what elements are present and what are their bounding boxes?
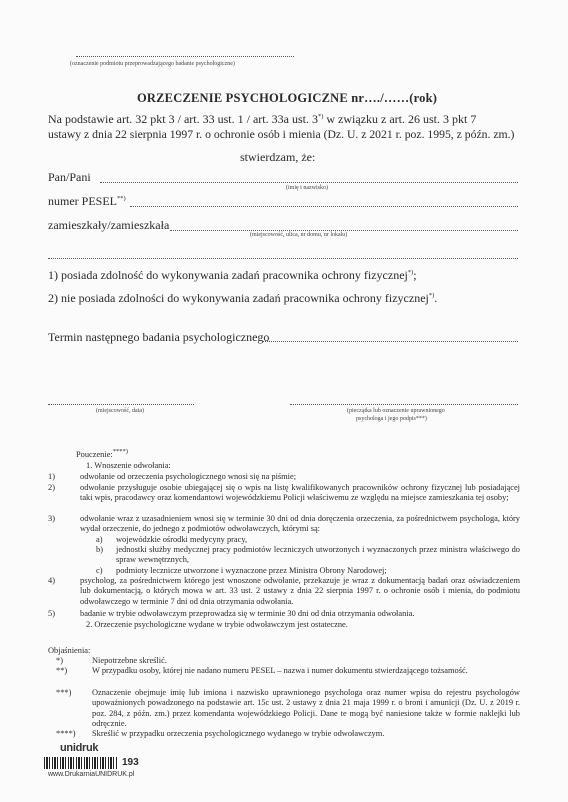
item-3a-marker: a): [96, 535, 103, 544]
address-hint: (miejscowość, ulica, nr domu, nr lokalu): [250, 232, 348, 238]
stamp-signature-field[interactable]: [290, 404, 518, 405]
footnote-4-marker: ****): [56, 729, 76, 738]
footnote-1-text: Niepotrzebne skreślić.: [92, 656, 167, 665]
legal-basis-line-1: Na podstawie art. 32 pkt 3 / art. 33 ust. 1 / art. 33a ust. 3*) w związku z art. 26 ust. 3 pkt 7: [48, 112, 477, 126]
item-3a-text: wojewódzkie ośrodki medycyny pracy,: [116, 535, 248, 544]
address-field[interactable]: [170, 230, 518, 231]
footnote-2-marker: **): [56, 666, 68, 675]
name-hint: (imię i nazwisko): [286, 185, 328, 191]
pesel-field[interactable]: [130, 206, 518, 207]
next-exam-label: Termin następnego badania psychologicznego: [48, 330, 270, 344]
address-field-line-2[interactable]: [48, 258, 518, 259]
explanations-heading: Objaśnienia:: [48, 646, 91, 655]
place-date-hint: (miejscowość, data): [96, 408, 144, 414]
item-3b-marker: b): [96, 545, 103, 554]
footnote-3-text: Oznaczenie obejmuje imię lub imiona i nazwisko uprawnionego psychologa oraz numer wpisu do rejestru psychologów upoważnionych powadzonego na podstawie art. 15c ust. 2 ustawy z dnia 21 maja 1999 r. o broni i amunicji (Dz. U. z 2019 r. poz. 284, z późn. zm.) przez komendanta wojewódzkiego Policji. Dane te mogą być naniesione także w formie naklejki lub odręcznie.: [92, 688, 520, 729]
statement-label: stwierdzam, że:: [240, 150, 316, 164]
footnote-3-marker: ***): [56, 688, 72, 697]
name-field[interactable]: [100, 182, 518, 183]
item-4-text: psycholog, za pośrednictwem którego jest wnoszone odwołanie, przekazuje je wraz z dokumentacją badań oraz oświadczeniem lub dokumentacją, o których mowa w art. 33 ust. 2 ustawy z dnia 22 sierpnia 1997 r. o ochronie osób i mienia, do podmiotu odwoławczego w terminie 7 dni od dnia otrzymania odwołania.: [80, 576, 520, 606]
item-5-marker: 5): [48, 609, 55, 618]
footer-url: www.DrukarniaUNIDRUK.pl: [48, 771, 135, 778]
footnote-2-text: W przypadku osoby, której nie nadano numeru PESEL – nazwa i numer dokumentu stwierdzającego tożsamość.: [92, 666, 468, 675]
option-unfit: 2) nie posiada zdolności do wykonywania zadań pracownika ochrony fizycznej*).: [48, 291, 438, 305]
entity-note: (oznaczenie podmiotu przeprowadzającego badanie psychologiczne): [70, 61, 235, 67]
footnote-1-marker: *): [56, 656, 63, 665]
option-fit: 1) posiada zdolność do wykonywania zadań pracownika ochrony fizycznej*);: [48, 268, 417, 282]
item-1-text: odwołanie od orzeczenia psychologicznego wnosi się na piśmie;: [80, 472, 297, 481]
next-exam-field[interactable]: [262, 341, 518, 342]
address-label: zamieszkały/zamieszkała: [48, 218, 170, 232]
form-code: 193: [122, 757, 139, 768]
item-3b-text: jednostki służby medycznej pracy podmiotów leczniczych utworzonych i wyznaczonych przez ministra właściwego do spraw wewnętrznych,: [116, 545, 520, 565]
instruction-section-2: 2. Orzeczenie psychologiczne wydane w trybie odwoławczym jest ostateczne.: [86, 620, 348, 629]
item-2-marker: 2): [48, 483, 55, 492]
item-3-marker: 3): [48, 514, 55, 523]
item-1-marker: 1): [48, 472, 55, 481]
name-label: Pan/Pani: [48, 170, 91, 184]
item-5-text: badanie w trybie odwoławczym przeprowadza się w terminie 30 dni od dnia otrzymania odwołania.: [80, 609, 415, 618]
item-4-marker: 4): [48, 576, 55, 585]
barcode: [44, 757, 118, 769]
pesel-label: numer PESEL**): [48, 194, 126, 208]
document-title: ORZECZENIE PSYCHOLOGICZNE nr…./……(rok): [137, 91, 438, 105]
stamp-hint-2: psychologa i jego podpis***): [356, 416, 427, 422]
stamp-hint-1: (pieczątka lub oznaczenie uprawnionego: [347, 408, 445, 414]
instruction-heading: Pouczenie:****): [76, 448, 128, 459]
footnote-4-text: Skreślić w przypadku orzeczenia psychologicznego wydanego w trybie odwoławczym.: [92, 729, 385, 738]
brand-logo: unidruk: [60, 742, 99, 754]
entity-stamp-line: [76, 56, 294, 57]
legal-basis-line-2: ustawy z dnia 22 sierpnia 1997 r. o ochronie osób i mienia (Dz. U. z 2021 r. poz. 1995, z późn. zm.): [48, 128, 515, 141]
item-2-text: odwołanie przysługuje osobie ubiegającej się o wpis na listę kwalifikowanych pracowników ochrony fizycznej lub posiadającej taki wpis, pracodawcy oraz komendantowi wojewódzkiemu Policji właściwemu ze względu na miejsce zamieszkania tej osoby;: [80, 483, 520, 503]
place-date-field[interactable]: [48, 404, 194, 405]
item-3c-text: podmioty lecznicze utworzone i wyznaczone przez Ministra Obrony Narodowej;: [116, 566, 387, 575]
item-3c-marker: c): [96, 566, 103, 575]
item-3-text: odwołanie wraz z uzasadnieniem wnosi się w terminie 30 dni od dnia doręczenia orzeczenia, za pośrednictwem psychologa, który wydał orzeczenie, do jednego z podmiotów odwoławczych, którymi są:: [80, 514, 520, 534]
instruction-section-1: 1. Wnoszenie odwołania:: [86, 461, 171, 470]
